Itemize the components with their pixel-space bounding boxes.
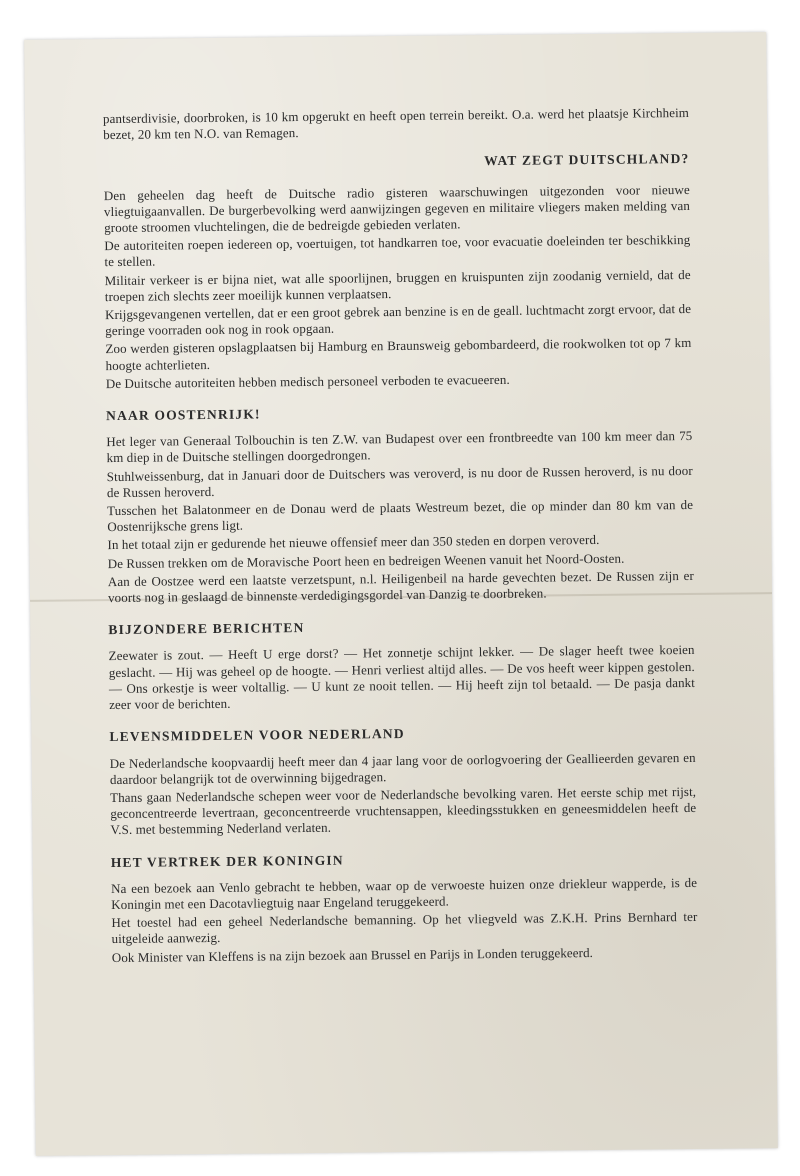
section-naar-oostenrijk xyxy=(106,402,694,606)
section-wat-zegt-duitschland xyxy=(103,151,691,392)
paragraph: Zeewater is zout. — Heeft U erge dorst? — Het zonnetje schijnt lekker. — De slager heeft twee koeien geslacht. — Hij was geheel op de hoogte. — Henri verliest altijd alles. — De vos heeft weer kippen gestolen. — Ons orkestje is weer voltallig. — U kunt ze nooit tellen. — Hij heeft zijn tol betaald. — De pasja dankt zeer voor de berichten. xyxy=(108,642,696,713)
leaflet-sheet xyxy=(24,32,778,1156)
paragraph: Het leger van Generaal Tolbouchin is ten Z.W. van Budapest over een frontbreedte van 100 km meer dan 75 km diep in de Duitsche stellingen doorgedrongen. xyxy=(106,428,693,466)
section-heading: NAAR OOSTENRIJK! xyxy=(106,406,261,424)
paragraph: De Duitsche autoriteiten hebben medisch personeel verboden te evacueeren. xyxy=(105,371,510,391)
paragraph: Zoo werden gisteren opslagplaatsen bij Hamburg en Braunsweig gebombardeerd, die rookwolken tot op 7 km hoogte achterlieten. xyxy=(105,335,692,373)
paragraph: Krijgsgevangenen vertellen, dat er een groot gebrek aan benzine is en de geall. luchtmacht zorgt ervoor, dat de geringe voorraden ook nog in rook opgaan. xyxy=(104,300,692,339)
section-bijzondere-berichten xyxy=(108,616,695,713)
section-heading: LEVENSMIDDELEN VOOR NEDERLAND xyxy=(109,726,405,745)
section-levensmiddelen xyxy=(109,723,696,838)
intro-paragraph: pantserdivisie, doorbroken, is 10 km opgerukt en heeft open terrein bereikt. O.a. werd het plaatsje Kirchheim bezet, 20 km ten N.O. van Remagen. xyxy=(102,104,690,143)
paragraph: Tusschen het Balatonmeer en de Donau werd de plaats Westreum bezet, die op minder dan 80 km van de Oostenrijksche grens ligt. xyxy=(107,496,694,535)
paragraph: De Russen trekken om de Moravische Poort heen en bedreigen Weenen vanuit het Noord-Oosten. xyxy=(107,550,625,571)
paragraph: Thans gaan Nederlandsche schepen weer voor de Nederlandsche bevolking varen. Het eerste schip met rijst, geconcentreerde levertraan, geconcentreerde vruchtensappen, kleedingsstukken en geneesmiddelen heeft de V.S. met bestemming Nederland verlaten. xyxy=(110,783,697,838)
paragraph: Na een bezoek aan Venlo gebracht te hebben, waar op de verwoeste huizen onze driekleur wapperde, is de Koningin met een Dacotavliegtuig naar Engeland teruggekeerd. xyxy=(110,874,698,912)
leaflet-text xyxy=(103,105,698,968)
paragraph: Stuhlweissenburg, dat in Januari door de Duitschers was veroverd, is nu door de Russen heroverd, is nu door de Russen heroverd. xyxy=(106,462,693,500)
paragraph: De Nederlandsche koopvaardij heeft meer dan 4 jaar lang voor de oorlogvoering der Geallieerden gevaren en daardoor belangrijk tot de overwinning bijgedragen. xyxy=(109,749,696,787)
paragraph: Ook Minister van Kleffens is na zijn bezoek aan Brussel en Parijs in Londen teruggekeerd. xyxy=(111,944,594,965)
paragraph: Aan de Oostzee werd een laatste verzetspunt, n.l. Heiligenbeil na harde gevechten bezet. De Russen zijn er voorts nog in geslaagd de binnenste verdedigingsgordel van Danzig te doorbreken. xyxy=(107,567,694,606)
section-heading: HET VERTREK DER KONINGIN xyxy=(110,852,344,870)
section-heading: BIJZONDERE BERICHTEN xyxy=(108,620,305,638)
paragraph: Militair verkeer is er bijna niet, wat alle spoorlijnen, bruggen en kruispunten zijn zoodanig vernield, dat de troepen zich slechts zeer moeilijk kunnen verplaatsen. xyxy=(104,266,691,304)
paragraph: Den geheelen dag heeft de Duitsche radio gisteren waarschuwingen uitgezonden voor nieuwe vliegtuigaanvallen. De burgerbevolking werd aanwijzingen gegeven en militaire vliegers maken melding van groote stroomen vluchtelingen, die de bedreigde gebieden verlaten. xyxy=(103,181,691,236)
paragraph: Het toestel had een geheel Nederlandsche bemanning. Op het vliegveld was Z.K.H. Prins Bernhard ter uitgeleide aanwezig. xyxy=(111,909,698,947)
paragraph: De autoriteiten roepen iedereen op, voertuigen, tot handkarren toe, voor evacuatie doeleinden ter beschikking te stellen. xyxy=(104,232,691,270)
section-heading: WAT ZEGT DUITSCHLAND? xyxy=(484,151,690,169)
paragraph: In het totaal zijn er gedurende het nieuwe offensief meer dan 350 steden en dorpen veroverd. xyxy=(107,532,600,553)
section-vertrek-koningin xyxy=(111,848,698,965)
